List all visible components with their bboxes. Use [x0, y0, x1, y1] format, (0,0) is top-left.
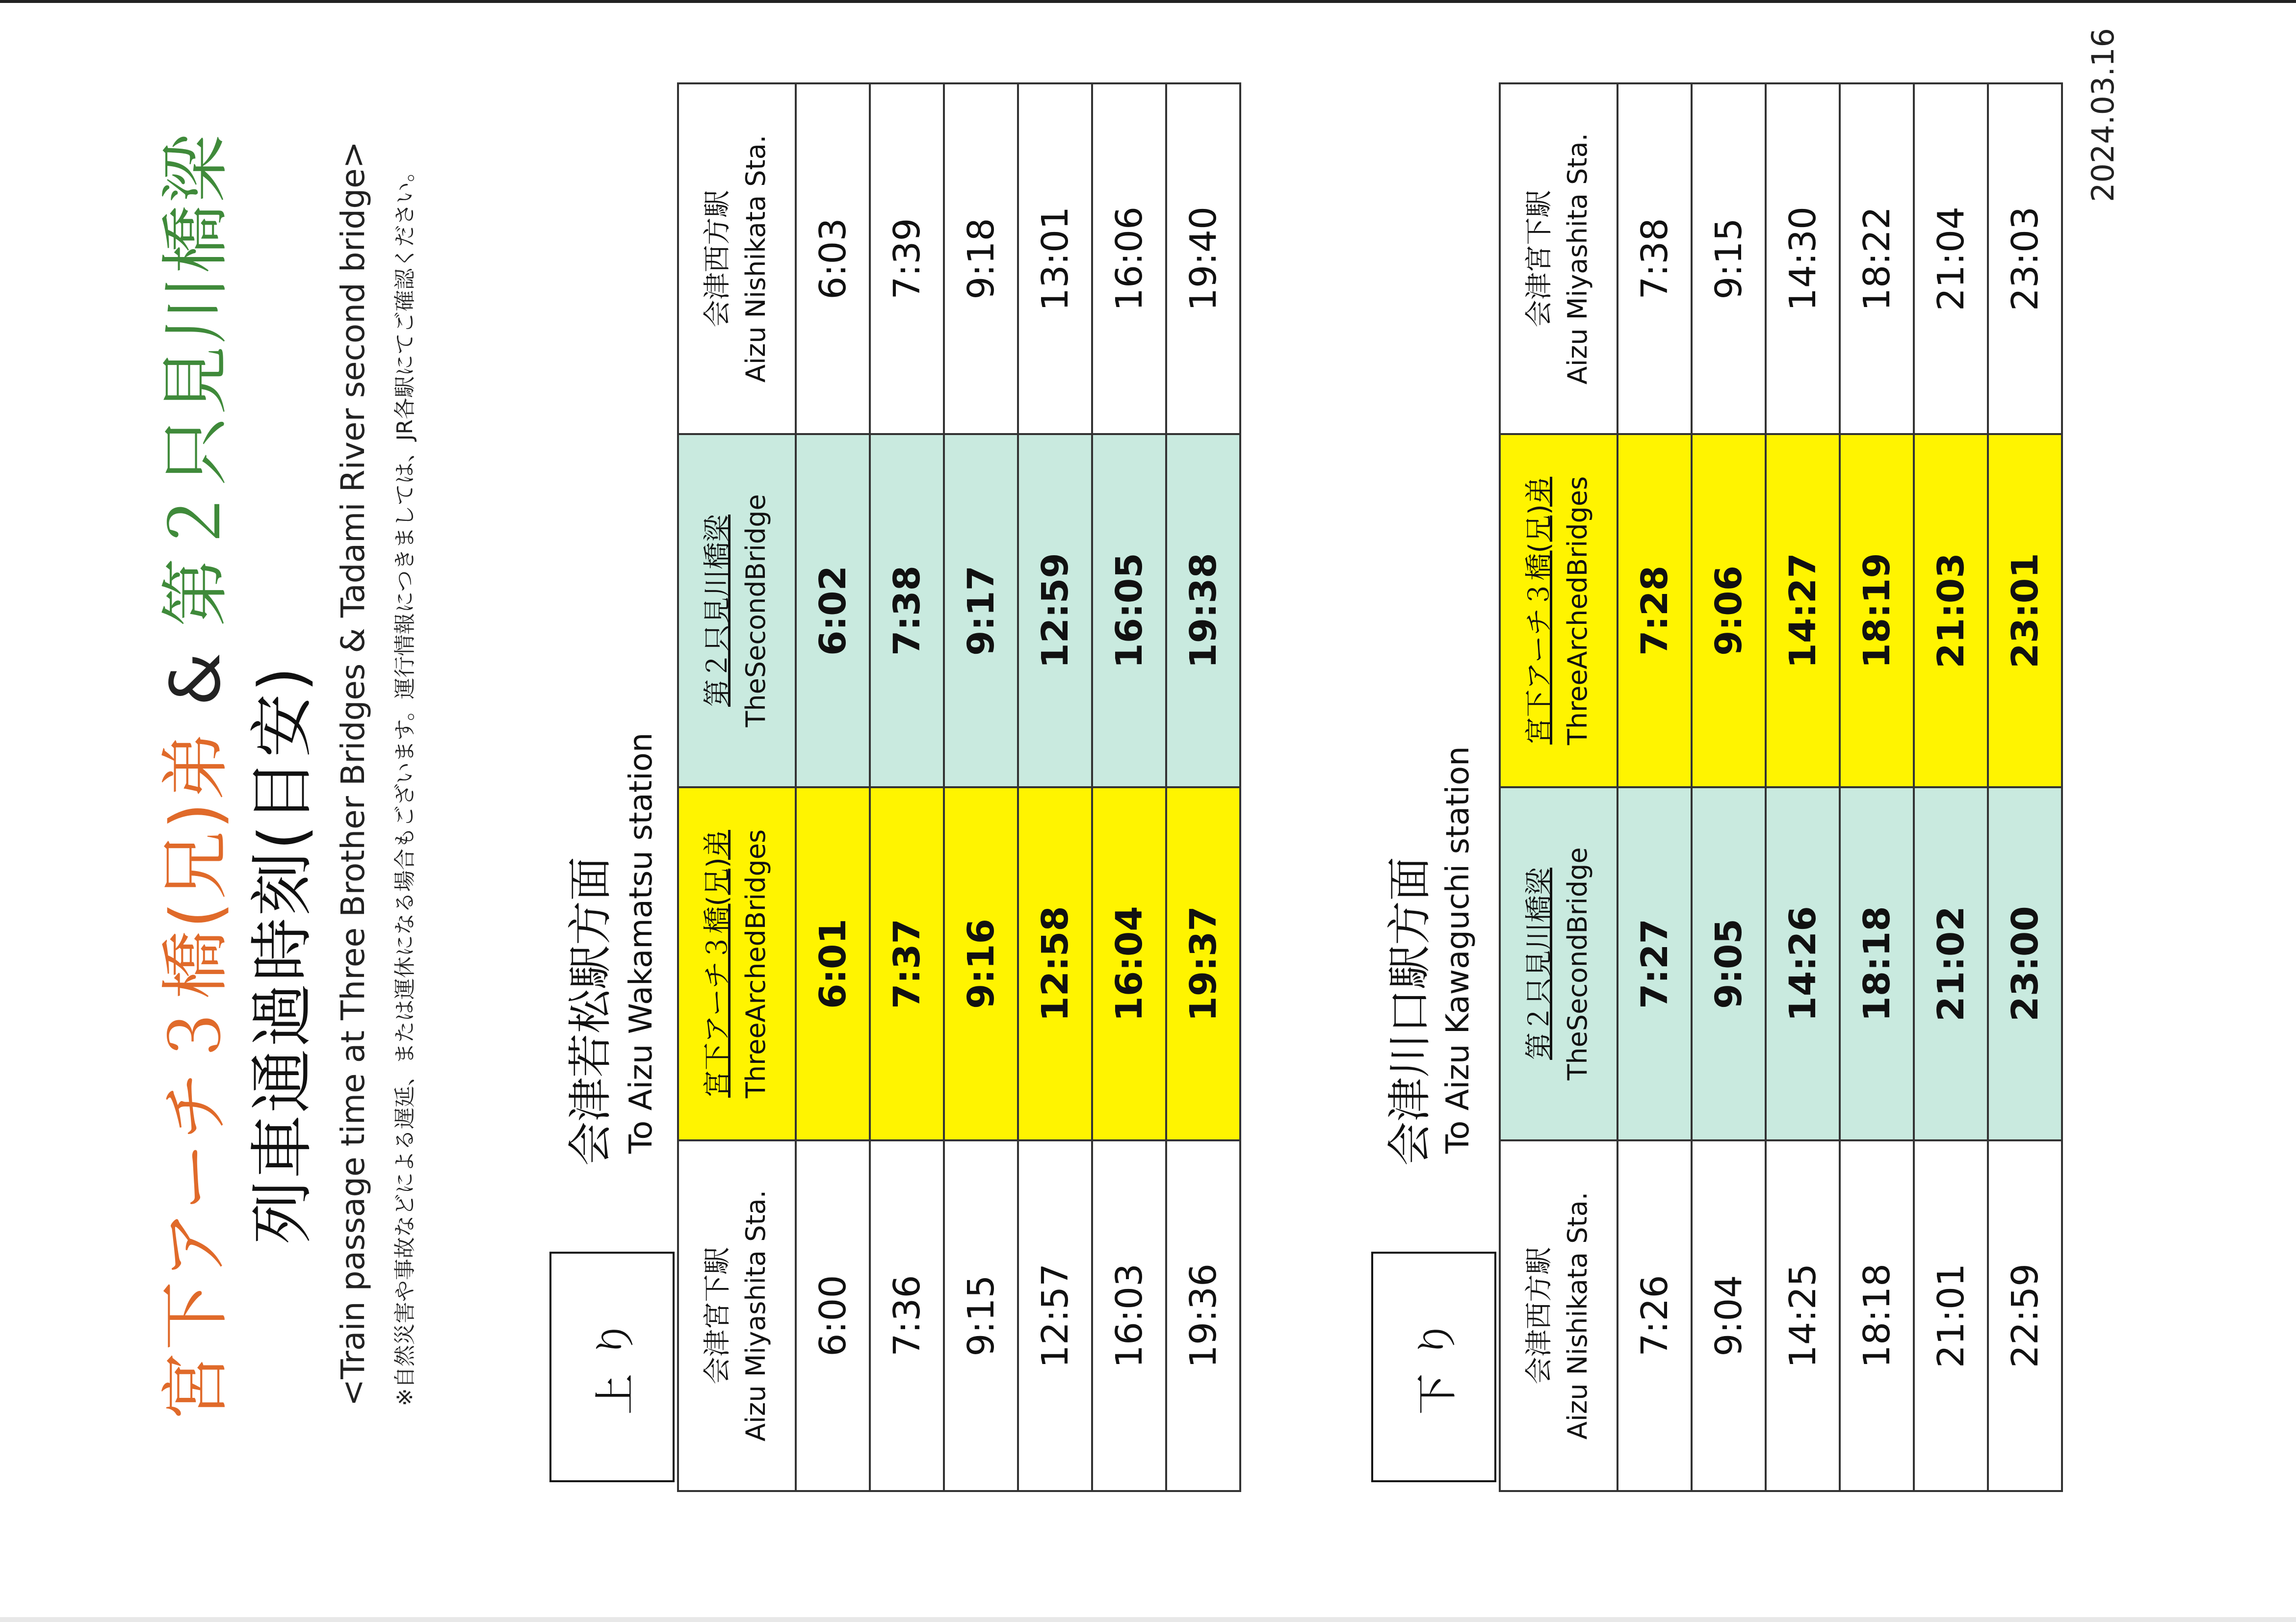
down-direction-name: 会津川口駅方面: [1384, 857, 1435, 1166]
time-cell: 7:27: [1618, 787, 1692, 1140]
time-cell: 21:03: [1914, 434, 1988, 787]
time-cell: 21:01: [1914, 1140, 1988, 1491]
revision-date: 2024.03.16: [2085, 28, 2121, 202]
up-direction-english: To Aizu Wakamatsu station: [623, 732, 659, 1154]
page-title-line2: 列車通過時刻(目安): [245, 665, 319, 1244]
time-cell: 23:03: [1988, 83, 2062, 434]
table-header-row: [678, 83, 796, 1491]
down-direction-box: 下 り: [1371, 1252, 1496, 1482]
header-aizu-miyashita: 会津宮下駅 Aizu Miyashita Sta.: [1500, 83, 1618, 434]
header-aizu-miyashita: 会津宮下駅 Aizu Miyashita Sta.: [678, 1140, 796, 1491]
time-cell: 7:28: [1618, 434, 1692, 787]
time-cell: 21:02: [1914, 787, 1988, 1140]
table-row: [1914, 83, 1988, 1491]
time-cell: 9:05: [1692, 787, 1766, 1140]
time-cell: 7:39: [870, 83, 944, 434]
time-cell: 9:15: [1692, 83, 1766, 434]
table-row: [1840, 83, 1914, 1491]
time-cell: 7:38: [1618, 83, 1692, 434]
table-row: [1092, 83, 1166, 1491]
table-row: [870, 83, 944, 1491]
time-cell: 9:15: [944, 1140, 1018, 1491]
down-timetable: [1499, 82, 2063, 1492]
time-cell: 9:17: [944, 434, 1018, 787]
down-direction-english: To Aizu Kawaguchi station: [1440, 746, 1476, 1154]
time-cell: 9:16: [944, 787, 1018, 1140]
table-row: [944, 83, 1018, 1491]
page-subtitle: <Train passage time at Three Brother Bridges & Tadami River second bridge>: [334, 141, 372, 1406]
header-second-bridge: 第２只見川橋梁 TheSecondBridge: [1500, 787, 1618, 1140]
time-cell: 18:18: [1840, 1140, 1914, 1491]
time-cell: 7:36: [870, 1140, 944, 1491]
time-cell: 9:04: [1692, 1140, 1766, 1491]
time-cell: 22:59: [1988, 1140, 2062, 1491]
time-cell: 18:18: [1840, 787, 1914, 1140]
header-three-arched-bridges: 宮下アーチ３橋(兄)弟 ThreeArchedBridges: [1500, 434, 1618, 787]
time-cell: 14:27: [1766, 434, 1840, 787]
time-cell: 19:38: [1166, 434, 1240, 787]
table-row: [1166, 83, 1240, 1491]
table-row: [1692, 83, 1766, 1491]
header-aizu-nishikata: 会津西方駅 Aizu Nishikata Sta.: [1500, 1140, 1618, 1491]
up-timetable: [677, 82, 1241, 1492]
notice-text: ※自然災害や事故などによる遅延、または運休になる場合もございます。運行情報につきましては、JR各駅にてご確認ください。: [392, 160, 417, 1406]
time-cell: 16:04: [1092, 787, 1166, 1140]
time-cell: 16:03: [1092, 1140, 1166, 1491]
page-title: [156, 132, 236, 1421]
time-cell: 7:26: [1618, 1140, 1692, 1491]
time-cell: 12:58: [1018, 787, 1092, 1140]
table-row: [1766, 83, 1840, 1491]
time-cell: 18:19: [1840, 434, 1914, 787]
time-cell: 6:00: [796, 1140, 870, 1491]
table-header-row: [1500, 83, 1618, 1491]
time-cell: 14:26: [1766, 787, 1840, 1140]
time-cell: 16:05: [1092, 434, 1166, 787]
table-row: [796, 83, 870, 1491]
time-cell: 23:01: [1988, 434, 2062, 787]
time-cell: 6:02: [796, 434, 870, 787]
time-cell: 7:37: [870, 787, 944, 1140]
header-three-arched-bridges: 宮下アーチ３橋(兄)弟 ThreeArchedBridges: [678, 787, 796, 1140]
table-row: [1018, 83, 1092, 1491]
time-cell: 6:01: [796, 787, 870, 1140]
time-cell: 9:18: [944, 83, 1018, 434]
time-cell: 12:59: [1018, 434, 1092, 787]
time-cell: 13:01: [1018, 83, 1092, 434]
time-cell: 19:36: [1166, 1140, 1240, 1491]
up-direction-box: 上 り: [549, 1252, 675, 1482]
time-cell: 9:06: [1692, 434, 1766, 787]
time-cell: 19:40: [1166, 83, 1240, 434]
header-aizu-nishikata: 会津西方駅 Aizu Nishikata Sta.: [678, 83, 796, 434]
time-cell: 14:25: [1766, 1140, 1840, 1491]
title-ampersand: &: [156, 650, 236, 706]
table-row: [1618, 83, 1692, 1491]
time-cell: 18:22: [1840, 83, 1914, 434]
time-cell: 23:00: [1988, 787, 2062, 1140]
up-direction-name: 会津若松駅方面: [565, 857, 616, 1166]
time-cell: 16:06: [1092, 83, 1166, 434]
time-cell: 21:04: [1914, 83, 1988, 434]
header-second-bridge: 第２只見川橋梁 TheSecondBridge: [678, 434, 796, 787]
time-cell: 19:37: [1166, 787, 1240, 1140]
time-cell: 14:30: [1766, 83, 1840, 434]
time-cell: 12:57: [1018, 1140, 1092, 1491]
table-row: [1988, 83, 2062, 1491]
title-three-arched-bridges: 宮下アーチ３橋(兄)弟: [156, 729, 236, 1421]
time-cell: 7:38: [870, 434, 944, 787]
title-second-bridge: 第２只見川橋梁: [156, 132, 236, 627]
time-cell: 6:03: [796, 83, 870, 434]
